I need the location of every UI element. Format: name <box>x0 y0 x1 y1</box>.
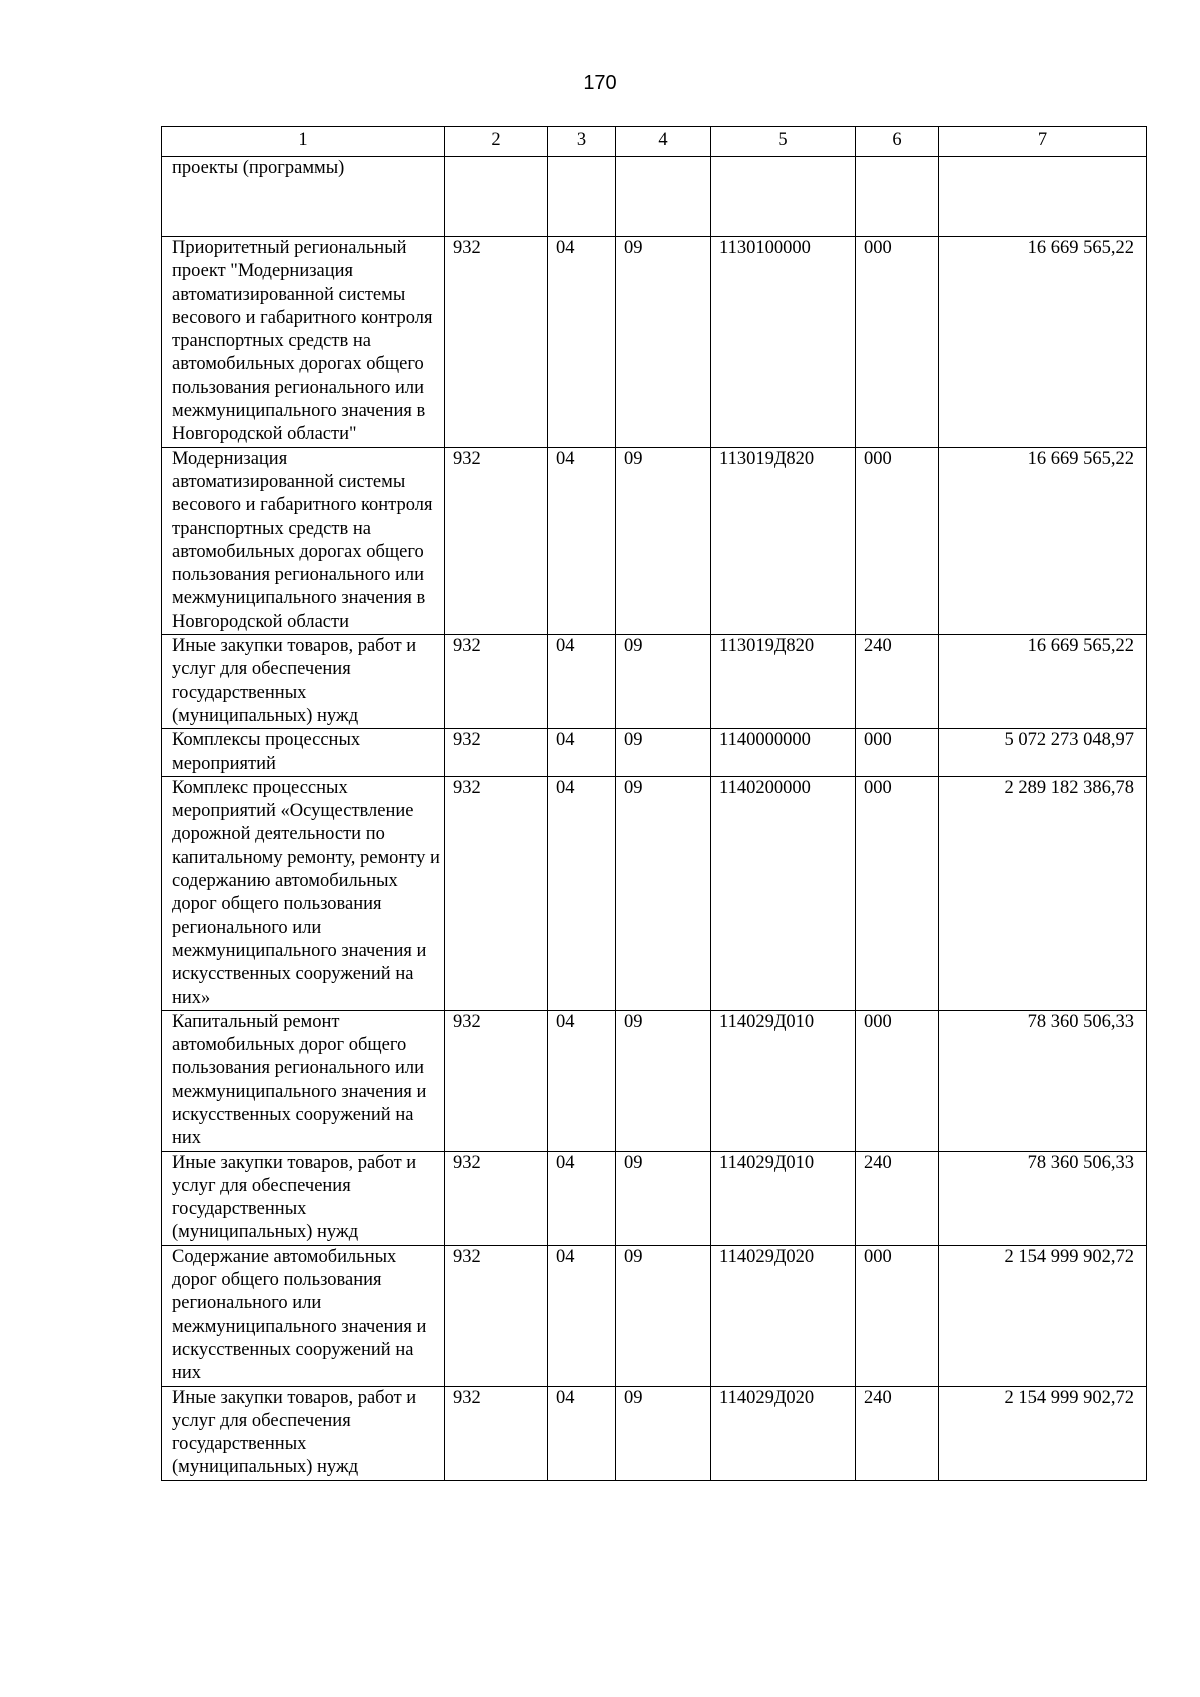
row-col6: 240 <box>856 635 939 729</box>
row-name: Капитальный ремонт автомобильных дорог общего пользования регионального или межмуниципального значения и искусственных сооружений на них <box>162 1010 445 1151</box>
row-col3: 04 <box>548 729 616 777</box>
row-name: Приоритетный региональный проект "Модернизация автоматизированной системы весового и габаритного контроля транспортных средств на автомобильных дорогах общего пользования регионального или межмуниципального значения в Новгородской области" <box>162 237 445 448</box>
row-col4: 09 <box>616 1151 711 1245</box>
row-col6: 240 <box>856 1386 939 1480</box>
row-col2: 932 <box>445 1010 548 1151</box>
row-col3: 04 <box>548 776 616 1010</box>
row-col5: 113019Д820 <box>711 447 856 634</box>
table-row <box>162 1386 1147 1480</box>
row-name: Иные закупки товаров, работ и услуг для обеспечения государственных (муниципальных) нужд <box>162 1151 445 1245</box>
row-col4: 09 <box>616 1245 711 1386</box>
table-row <box>162 729 1147 777</box>
row-col6: 000 <box>856 776 939 1010</box>
row-name: Комплекс процессных мероприятий «Осуществление дорожной деятельности по капитальному ремонту, ремонту и содержанию автомобильных дорог общего пользования регионального или межмуниципального значения и искусственных сооружений на них» <box>162 776 445 1010</box>
table-row <box>162 635 1147 729</box>
row-col5: 1130100000 <box>711 237 856 448</box>
row-col6: 000 <box>856 447 939 634</box>
row-col5: 1140200000 <box>711 776 856 1010</box>
row-col5: 114029Д010 <box>711 1010 856 1151</box>
row-amount: 2 154 999 902,72 <box>939 1245 1147 1386</box>
table-row <box>162 1245 1147 1386</box>
row-col5: 114029Д020 <box>711 1245 856 1386</box>
row-col2: 932 <box>445 1386 548 1480</box>
row-col6: 000 <box>856 1010 939 1151</box>
row-name: проекты (программы) <box>162 157 445 237</box>
row-amount: 16 669 565,22 <box>939 635 1147 729</box>
row-name: Иные закупки товаров, работ и услуг для обеспечения государственных (муниципальных) нужд <box>162 635 445 729</box>
row-col4: 09 <box>616 237 711 448</box>
row-col6 <box>856 157 939 237</box>
header-row <box>162 127 1147 157</box>
row-col3: 04 <box>548 1010 616 1151</box>
row-col3: 04 <box>548 1151 616 1245</box>
row-col2: 932 <box>445 729 548 777</box>
row-col2 <box>445 157 548 237</box>
row-col3: 04 <box>548 1386 616 1480</box>
row-amount: 5 072 273 048,97 <box>939 729 1147 777</box>
column-header: 1 <box>162 127 445 157</box>
row-amount: 78 360 506,33 <box>939 1010 1147 1151</box>
row-col4 <box>616 157 711 237</box>
row-amount: 16 669 565,22 <box>939 237 1147 448</box>
row-name: Иные закупки товаров, работ и услуг для обеспечения государственных (муниципальных) нужд <box>162 1386 445 1480</box>
row-col4: 09 <box>616 776 711 1010</box>
row-col2: 932 <box>445 635 548 729</box>
row-name: Содержание автомобильных дорог общего пользования регионального или межмуниципального значения и искусственных сооружений на них <box>162 1245 445 1386</box>
table-row <box>162 157 1147 237</box>
row-amount: 2 289 182 386,78 <box>939 776 1147 1010</box>
row-col4: 09 <box>616 729 711 777</box>
row-col3: 04 <box>548 447 616 634</box>
table-row <box>162 237 1147 448</box>
row-amount <box>939 157 1147 237</box>
table-row <box>162 776 1147 1010</box>
row-col5: 114029Д020 <box>711 1386 856 1480</box>
row-name: Комплексы процессных мероприятий <box>162 729 445 777</box>
table-row <box>162 1151 1147 1245</box>
column-header: 2 <box>445 127 548 157</box>
row-col2: 932 <box>445 237 548 448</box>
column-header: 4 <box>616 127 711 157</box>
row-col5: 1140000000 <box>711 729 856 777</box>
row-col5: 114029Д010 <box>711 1151 856 1245</box>
column-header: 3 <box>548 127 616 157</box>
row-col4: 09 <box>616 1010 711 1151</box>
row-col6: 000 <box>856 237 939 448</box>
row-col4: 09 <box>616 1386 711 1480</box>
row-col2: 932 <box>445 447 548 634</box>
row-col2: 932 <box>445 1151 548 1245</box>
table-row <box>162 1010 1147 1151</box>
row-amount: 2 154 999 902,72 <box>939 1386 1147 1480</box>
row-col3: 04 <box>548 1245 616 1386</box>
row-col3: 04 <box>548 635 616 729</box>
row-amount: 78 360 506,33 <box>939 1151 1147 1245</box>
row-name: Модернизация автоматизированной системы весового и габаритного контроля транспортных средств на автомобильных дорогах общего пользования регионального или межмуниципального значения в Новгородской области <box>162 447 445 634</box>
row-col5: 113019Д820 <box>711 635 856 729</box>
row-col6: 000 <box>856 729 939 777</box>
table-row <box>162 447 1147 634</box>
column-header: 5 <box>711 127 856 157</box>
row-col4: 09 <box>616 447 711 634</box>
row-col2: 932 <box>445 776 548 1010</box>
row-col2: 932 <box>445 1245 548 1386</box>
row-col6: 000 <box>856 1245 939 1386</box>
column-header: 7 <box>939 127 1147 157</box>
row-col3 <box>548 157 616 237</box>
budget-table <box>161 126 1147 1481</box>
page-number: 170 <box>583 72 617 94</box>
column-header: 6 <box>856 127 939 157</box>
row-col3: 04 <box>548 237 616 448</box>
row-col4: 09 <box>616 635 711 729</box>
row-amount: 16 669 565,22 <box>939 447 1147 634</box>
row-col5 <box>711 157 856 237</box>
row-col6: 240 <box>856 1151 939 1245</box>
